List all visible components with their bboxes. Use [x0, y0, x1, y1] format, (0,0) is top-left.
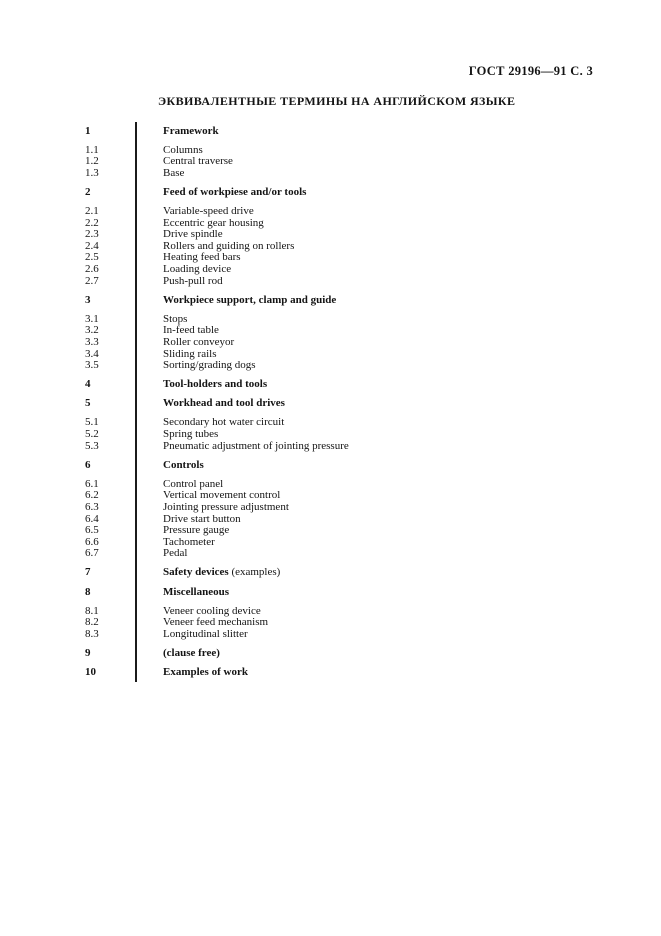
term-label-main: Veneer feed mechanism	[163, 616, 269, 629]
term-label-main: Columns	[163, 143, 203, 156]
term-number: 3.4	[85, 347, 99, 360]
term-number: 4	[85, 378, 91, 391]
term-number: 6.3	[85, 500, 99, 513]
term-label-main: Tool-holders and tools	[163, 378, 268, 391]
term-label	[163, 648, 220, 660]
term-label-main: Eccentric gear housing	[163, 216, 264, 229]
term-label-main: Longitudinal slitter	[163, 627, 248, 640]
term-number: 6.1	[85, 477, 99, 490]
term-label	[163, 360, 256, 372]
term-row	[85, 537, 590, 549]
term-row	[85, 187, 590, 199]
term-number: 2.5	[85, 251, 99, 264]
term-number: 1.1	[85, 143, 99, 156]
term-label-main: Veneer cooling device	[163, 604, 261, 617]
term-label-main: Spring tubes	[163, 427, 219, 440]
term-label-main: Safety devices	[163, 566, 229, 579]
term-row	[85, 349, 590, 361]
term-label-main: Tachometer	[163, 535, 215, 548]
term-row	[85, 156, 590, 168]
term-row	[85, 648, 590, 660]
term-label	[163, 187, 306, 199]
term-row	[85, 667, 590, 679]
term-label-main: Pressure gauge	[163, 524, 230, 537]
term-row	[85, 337, 590, 349]
term-number: 2.6	[85, 262, 99, 275]
term-label	[163, 667, 248, 679]
term-row	[85, 441, 590, 453]
term-label-main: Sorting/grading dogs	[163, 359, 256, 372]
vertical-divider	[135, 122, 137, 682]
term-number: 3.2	[85, 324, 99, 337]
term-number: 6.7	[85, 547, 99, 560]
term-number: 8	[85, 585, 91, 598]
term-row	[85, 417, 590, 429]
term-row	[85, 502, 590, 514]
term-number: 6.4	[85, 512, 99, 525]
term-row	[85, 218, 590, 230]
term-label	[163, 548, 187, 560]
term-row	[85, 514, 590, 526]
term-label-main: Controls	[163, 458, 204, 471]
term-row	[85, 264, 590, 276]
term-row	[85, 252, 590, 264]
term-number: 5.2	[85, 427, 99, 440]
term-number: 10	[85, 665, 96, 678]
term-label-main: Push-pull rod	[163, 274, 223, 287]
term-row	[85, 276, 590, 288]
term-row	[85, 587, 590, 599]
term-label	[163, 629, 248, 641]
term-label	[163, 398, 285, 410]
term-number: 2.2	[85, 216, 99, 229]
term-row	[85, 145, 590, 157]
term-label-main: Drive spindle	[163, 228, 223, 241]
term-label-main: In-feed table	[163, 324, 219, 337]
term-row	[85, 126, 590, 138]
term-number: 5.3	[85, 439, 99, 452]
term-row	[85, 168, 590, 180]
term-number: 8.2	[85, 616, 99, 629]
term-number: 2.1	[85, 204, 99, 217]
term-number: 9	[85, 646, 91, 659]
term-label-main: Heating feed bars	[163, 251, 241, 264]
term-label	[163, 567, 280, 579]
term-label	[163, 441, 349, 453]
term-label-main: Jointing pressure adjustment	[163, 500, 289, 513]
term-label	[163, 460, 204, 472]
term-row	[85, 295, 590, 307]
term-number: 8.1	[85, 604, 99, 617]
term-label-main: Framework	[163, 124, 219, 137]
term-number: 2.4	[85, 239, 99, 252]
term-number: 1.3	[85, 166, 99, 179]
term-label-main: Vertical movement control	[163, 489, 281, 502]
term-number: 5.1	[85, 416, 99, 429]
term-number: 1.2	[85, 155, 99, 168]
term-row	[85, 548, 590, 560]
term-label	[163, 168, 184, 180]
term-row	[85, 398, 590, 410]
term-label	[163, 126, 219, 138]
term-row	[85, 325, 590, 337]
term-row	[85, 314, 590, 326]
term-number: 6.6	[85, 535, 99, 548]
term-number: 8.3	[85, 627, 99, 640]
term-row	[85, 629, 590, 641]
term-label	[163, 295, 336, 307]
term-label-main: Variable-speed drive	[163, 204, 254, 217]
term-label-main: Miscellaneous	[163, 585, 229, 598]
term-row	[85, 567, 590, 579]
term-row	[85, 606, 590, 618]
term-row	[85, 241, 590, 253]
page-title: ЭКВИВАЛЕНТНЫЕ ТЕРМИНЫ НА АНГЛИЙСКОМ ЯЗЫКЕ	[158, 94, 516, 108]
term-number: 3	[85, 293, 91, 306]
term-label-main: Pedal	[163, 547, 188, 560]
term-number: 3.1	[85, 312, 99, 325]
term-row	[85, 525, 590, 537]
doc-header-ref: ГОСТ 29196—91 С. 3	[468, 64, 593, 78]
term-number: 7	[85, 566, 91, 579]
term-row	[85, 229, 590, 241]
term-label-main: Feed of workpiese and/or tools	[163, 185, 307, 198]
term-number: 3.5	[85, 359, 99, 372]
term-row	[85, 617, 590, 629]
term-label-main: Examples of work	[163, 665, 248, 678]
term-row	[85, 479, 590, 491]
term-row	[85, 460, 590, 472]
term-label-main: Base	[163, 166, 185, 179]
term-label-main: Central traverse	[163, 155, 233, 168]
term-label-main: Workhead and tool drives	[163, 397, 285, 410]
term-number: 6	[85, 458, 91, 471]
term-label	[163, 379, 267, 391]
term-label-main: Rollers and guiding on rollers	[163, 239, 295, 252]
term-label-main: Secondary hot water circuit	[163, 416, 285, 429]
term-label-main: Workpiece support, clamp and guide	[163, 293, 337, 306]
term-label-main: Roller conveyor	[163, 335, 235, 348]
terms-list	[85, 118, 590, 686]
term-row	[85, 490, 590, 502]
term-label-main: Loading device	[163, 262, 232, 275]
term-number: 2	[85, 185, 91, 198]
term-label-main: (clause free)	[163, 646, 220, 659]
term-number: 3.3	[85, 335, 99, 348]
term-row	[85, 360, 590, 372]
term-number: 2.3	[85, 228, 99, 241]
term-label-suffix: (examples)	[228, 566, 281, 579]
term-row	[85, 206, 590, 218]
term-number: 5	[85, 397, 91, 410]
term-label-main: Pneumatic adjustment of jointing pressure	[163, 439, 349, 452]
term-row	[85, 379, 590, 391]
term-number: 6.5	[85, 524, 99, 537]
term-label	[163, 276, 223, 288]
term-label-main: Drive start button	[163, 512, 241, 525]
term-label-main: Stops	[163, 312, 188, 325]
term-label-main: Control panel	[163, 477, 224, 490]
term-label-main: Sliding rails	[163, 347, 217, 360]
term-number: 6.2	[85, 489, 99, 502]
term-label	[163, 587, 229, 599]
term-number: 2.7	[85, 274, 99, 287]
term-number: 1	[85, 124, 91, 137]
